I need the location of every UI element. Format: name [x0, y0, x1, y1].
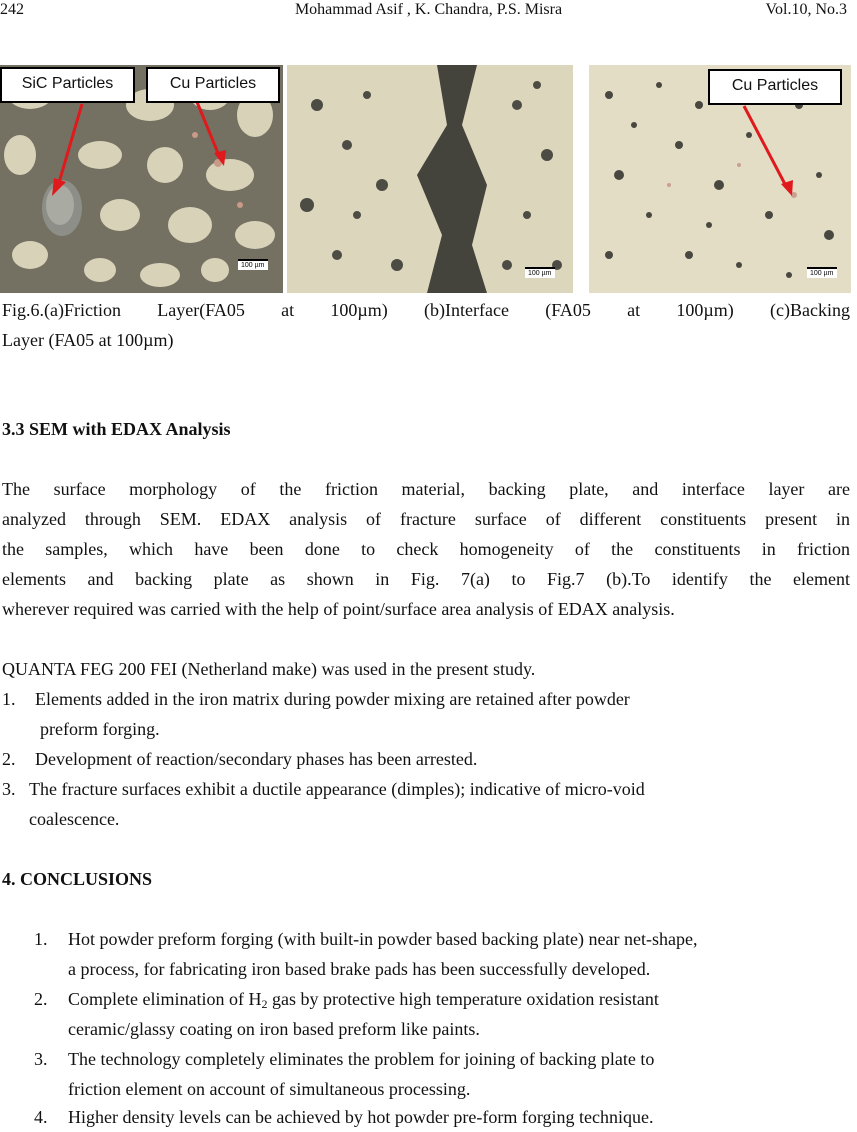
- conclusion-text: friction element on account of simultaneous processing.: [68, 1079, 471, 1099]
- section-heading-conclusions: 4. CONCLUSIONS: [2, 869, 153, 889]
- conclusion-text: a process, for fabricating iron based brake pads has been successfully developed.: [68, 959, 651, 979]
- paragraph-line: the samples, which have been done to check homogeneity of the constituents in friction: [2, 539, 850, 559]
- scale-bar-label: 100 µm: [807, 267, 837, 278]
- conclusion-number: 4.: [34, 1107, 48, 1127]
- finding-text: coalescence.: [29, 809, 120, 829]
- conclusion-text: ceramic/glassy coating on iron based preform like paints.: [68, 1019, 480, 1039]
- conclusion-text: Higher density levels can be achieved by hot powder pre-form forging technique.: [68, 1107, 654, 1127]
- finding-text: preform forging.: [40, 719, 160, 739]
- red-arrows-overlay: [0, 0, 857, 300]
- paragraph-line: wherever required was carried with the help of point/surface area analysis of EDAX analysis.: [2, 599, 675, 619]
- finding-text: Elements added in the iron matrix during powder mixing are retained after powder: [35, 689, 630, 709]
- arrow-cu-particles-a: [197, 102, 220, 158]
- conclusion-text: Complete elimination of $H_2$ gas by protective high temperature oxidation resistant: [68, 989, 659, 1011]
- finding-number: 3.: [2, 779, 16, 799]
- running-header-volume: Vol.10, No.3: [765, 1, 847, 18]
- conclusion-number: 2.: [34, 989, 48, 1009]
- equipment-statement: QUANTA FEG 200 FEI (Netherland make) was used in the present study.: [2, 659, 536, 679]
- page-number: 242: [0, 1, 24, 18]
- callout-cu-particles: Cu Particles: [146, 67, 280, 103]
- conclusion-text: Hot powder preform forging (with built-in powder based backing plate) near net-shape,: [68, 929, 698, 949]
- paragraph-line: elements and backing plate as shown in Fig. 7(a) to Fig.7 (b).To identify the element: [2, 569, 850, 589]
- conclusion-number: 3.: [34, 1049, 48, 1069]
- arrow-sic-particles: [58, 104, 82, 186]
- callout-cu-particles: Cu Particles: [708, 69, 842, 105]
- paragraph-line: analyzed through SEM. EDAX analysis of fracture surface of different constituents present in: [2, 509, 850, 529]
- paragraph-line: The surface morphology of the friction material, backing plate, and interface layer are: [2, 479, 850, 499]
- finding-number: 1.: [2, 689, 16, 709]
- finding-text: Development of reaction/secondary phases has been arrested.: [35, 749, 478, 769]
- running-header-authors: Mohammad Asif , K. Chandra, P.S. Misra: [294, 1, 563, 18]
- finding-text: The fracture surfaces exhibit a ductile appearance (dimples); indicative of micro-void: [29, 779, 645, 799]
- figure-caption-continued: Layer (FA05 at 100µm): [2, 330, 174, 350]
- figure-caption: Fig.6.(a)Friction Layer(FA05 at 100µm) (b)Interface (FA05 at 100µm) (c)Backing: [2, 300, 850, 320]
- arrow-cu-particles-c: [744, 106, 787, 188]
- callout-sic-particles: SiC Particles: [0, 67, 135, 103]
- finding-number: 2.: [2, 749, 16, 769]
- conclusion-number: 1.: [34, 929, 48, 949]
- scale-bar-label: 100 µm: [238, 259, 268, 270]
- section-heading: 3.3 SEM with EDAX Analysis: [2, 419, 231, 439]
- scale-bar-label: 100 µm: [525, 267, 555, 278]
- conclusion-text: The technology completely eliminates the problem for joining of backing plate to: [68, 1049, 655, 1069]
